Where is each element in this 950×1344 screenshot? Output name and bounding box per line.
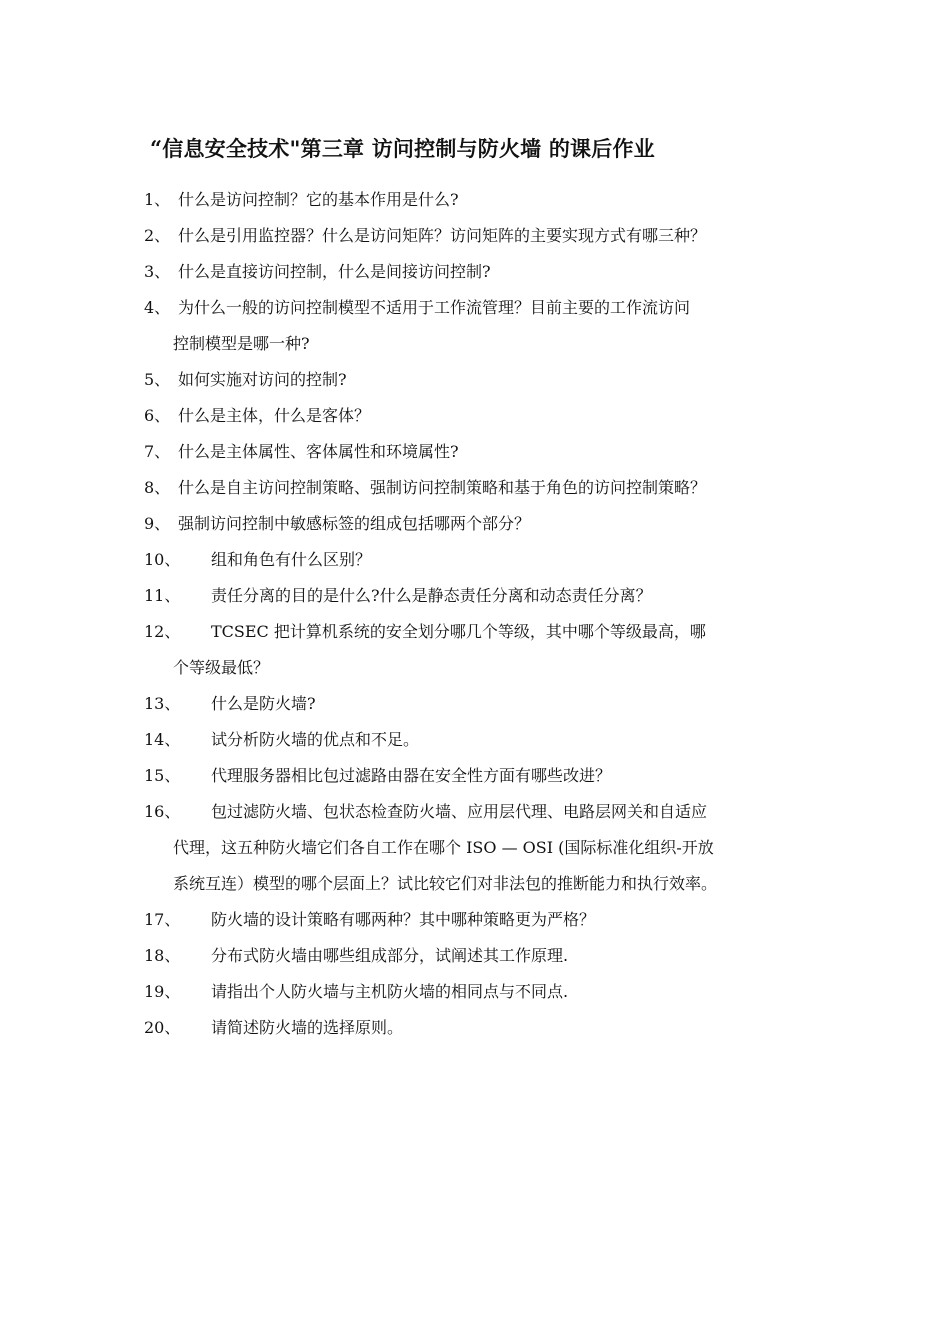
question-row [144, 578, 824, 614]
question-number: 13、 [144, 694, 181, 713]
question-number: 10、 [144, 550, 181, 569]
question-number: 3、 [144, 262, 171, 281]
question-number: 16、 [144, 802, 181, 821]
question-text: 什么是主体，什么是客体？ [178, 406, 371, 425]
question-row [144, 758, 824, 794]
question-item [144, 362, 824, 398]
question-text: 强制访问控制中敏感标签的组成包括哪两个部分？ [178, 514, 531, 533]
question-item [144, 470, 824, 506]
question-row [144, 398, 824, 434]
question-item [144, 938, 824, 974]
question-number: 9、 [144, 514, 171, 533]
question-text: 什么是访问控制？它的基本作用是什么? [178, 190, 459, 209]
question-number: 2、 [144, 226, 171, 245]
question-row [144, 506, 824, 542]
question-text: 什么是主体属性、客体属性和环境属性? [178, 442, 459, 461]
question-item [144, 398, 824, 434]
question-text: 组和角色有什么区别？ [211, 550, 372, 569]
question-row [144, 470, 824, 506]
question-row [144, 1010, 824, 1046]
question-row [144, 974, 824, 1010]
question-item [144, 686, 824, 722]
question-number: 11、 [144, 586, 181, 605]
question-number: 14、 [144, 730, 181, 749]
question-item [144, 722, 824, 758]
question-item [144, 290, 824, 362]
question-row [144, 542, 824, 578]
question-item [144, 182, 824, 218]
question-item [144, 902, 824, 938]
document-title: “信息安全技术"第三章 访问控制与防火墙 的课后作业 [150, 136, 655, 161]
question-item [144, 794, 824, 902]
question-number: 20、 [144, 1018, 181, 1037]
question-row [144, 434, 824, 470]
question-number: 8、 [144, 478, 171, 497]
question-number: 4、 [144, 298, 171, 317]
question-text: 如何实施对访问的控制? [178, 370, 347, 389]
question-item [144, 254, 824, 290]
question-continuation: 系统互连）模型的哪个层面上？试比较它们对非法包的推断能力和执行效率。 [173, 874, 718, 893]
question-text: 为什么一般的访问控制模型不适用于工作流管理？目前主要的工作流访问 [178, 298, 691, 317]
question-number: 18、 [144, 946, 181, 965]
question-row [144, 290, 824, 326]
question-row [144, 614, 824, 650]
question-row [144, 218, 824, 254]
question-row [144, 794, 824, 830]
question-number: 5、 [144, 370, 171, 389]
question-number: 19、 [144, 982, 181, 1001]
question-item [144, 974, 824, 1010]
question-text: 请指出个人防火墙与主机防火墙的相同点与不同点. [211, 982, 569, 1001]
question-text: 试分析防火墙的优点和不足。 [211, 730, 420, 749]
question-text: 防火墙的设计策略有哪两种？其中哪种策略更为严格？ [211, 910, 596, 929]
question-text: 责任分离的目的是什么?什么是静态责任分离和动态责任分离？ [211, 586, 652, 605]
question-row [144, 362, 824, 398]
question-text: TCSEC 把计算机系统的安全划分哪几个等级，其中哪个等级最高，哪 [211, 622, 706, 641]
question-item [144, 218, 824, 254]
question-item [144, 758, 824, 794]
question-number: 17、 [144, 910, 181, 929]
question-text: 代理服务器相比包过滤路由器在安全性方面有哪些改进？ [211, 766, 612, 785]
question-row [144, 938, 824, 974]
question-item [144, 614, 824, 686]
question-number: 6、 [144, 406, 171, 425]
question-text: 包过滤防火墙、包状态检查防火墙、应用层代理、电路层网关和自适应 [211, 802, 708, 821]
question-text: 什么是直接访问控制，什么是间接访问控制? [178, 262, 491, 281]
question-row [144, 254, 824, 290]
question-row [144, 182, 824, 218]
question-number: 7、 [144, 442, 171, 461]
question-continuation: 代理，这五种防火墙它们各自工作在哪个 ISO — OSI (国际标准化组织-开放 [173, 838, 714, 857]
question-item [144, 506, 824, 542]
question-number: 1、 [144, 190, 171, 209]
question-text: 分布式防火墙由哪些组成部分，试阐述其工作原理. [211, 946, 569, 965]
question-continuation: 控制模型是哪一种? [173, 334, 310, 353]
question-text: 请简述防火墙的选择原则。 [211, 1018, 404, 1037]
question-item [144, 434, 824, 470]
question-text: 什么是防火墙? [211, 694, 316, 713]
question-text: 什么是引用监控器？什么是访问矩阵？访问矩阵的主要实现方式有哪三种？ [178, 226, 707, 245]
question-continuation: 个等级最低？ [173, 658, 270, 677]
question-list [144, 182, 824, 1046]
question-text: 什么是自主访问控制策略、强制访问控制策略和基于角色的访问控制策略？ [178, 478, 707, 497]
question-number: 12、 [144, 622, 181, 641]
question-row [144, 722, 824, 758]
question-item [144, 1010, 824, 1046]
question-item [144, 578, 824, 614]
question-item [144, 542, 824, 578]
question-row [144, 686, 824, 722]
question-number: 15、 [144, 766, 181, 785]
question-row [144, 902, 824, 938]
